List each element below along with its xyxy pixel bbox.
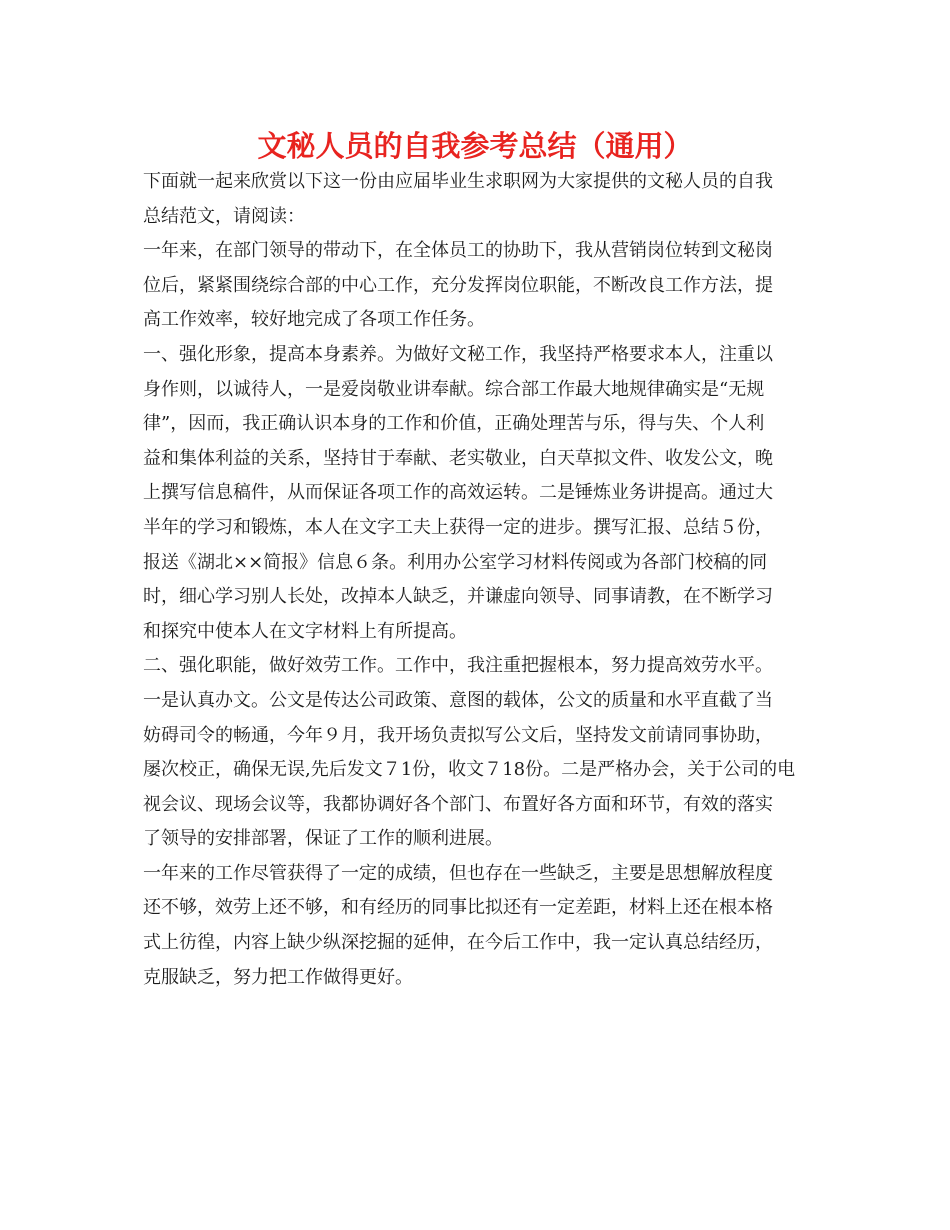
text-line: 屡次校正，确保无误,先后发文７1份，收文７18份。二是严格办会，关于公司的电	[143, 759, 796, 781]
text-line: 高工作效率，较好地完成了各项工作任务。	[143, 309, 485, 331]
text-line: 还不够，效劳上还不够，和有经历的同事比拟还有一定差距，材料上还在根本格	[143, 897, 773, 919]
text-line: 一年来的工作尽管获得了一定的成绩，但也存在一些缺乏，主要是思想解放程度	[143, 862, 773, 884]
text-line: 身作则，以诚待人，一是爱岗敬业讲奉献。综合部工作最大地规律确实是“无规	[143, 378, 765, 400]
text-line: 和探究中使本人在文字材料上有所提高。	[143, 620, 467, 642]
text-line: 妨碍司令的畅通，今年９月，我开场负责拟写公文后，坚持发文前请同事协助，	[143, 724, 773, 746]
document-title: 文秘人员的自我参考总结（通用）	[257, 129, 693, 163]
text-line: 下面就一起来欣赏以下这一份由应届毕业生求职网为大家提供的文秘人员的自我	[143, 171, 773, 192]
text-line: 二、强化职能，做好效劳工作。工作中，我注重把握根本，努力提高效劳水平。	[143, 655, 773, 677]
text-line: 一是认真办文。公文是传达公司政策、意图的载体，公文的质量和水平直截了当	[143, 689, 773, 711]
text-line: 总结范文，请阅读：	[143, 205, 305, 227]
document-body	[143, 165, 815, 995]
text-line: 报送《湖北××简报》信息６条。利用办公室学习材料传阅或为各部门校稿的同	[143, 551, 768, 573]
text-line: 时，细心学习别人长处，改掉本人缺乏，并谦虚向领导、同事请教，在不断学习	[143, 586, 773, 608]
text-line: 了领导的安排部署，保证了工作的顺利进展。	[143, 828, 503, 850]
text-line: 半年的学习和锻炼，本人在文字工夫上获得一定的进步。撰写汇报、总结５份，	[143, 516, 773, 538]
text-line: 式上彷徨，内容上缺少纵深挖掘的延伸，在今后工作中，我一定认真总结经历，	[143, 932, 773, 954]
text-line: 益和集体利益的关系，坚持甘于奉献、老实敬业，白天草拟文件、收发公文，晚	[143, 447, 773, 469]
text-line: 上撰写信息稿件，从而保证各项工作的高效运转。二是锤炼业务讲提高。通过大	[143, 482, 773, 504]
text-line: 视会议、现场会议等，我都协调好各个部门、布置好各方面和环节，有效的落实	[143, 793, 773, 815]
text-line: 律”，因而，我正确认识本身的工作和价值，正确处理苦与乐，得与失、个人利	[143, 413, 765, 435]
text-line: 克服缺乏，努力把工作做得更好。	[143, 966, 413, 988]
text-line: 一年来，在部门领导的带动下，在全体员工的协助下，我从营销岗位转到文秘岗	[143, 240, 773, 262]
text-line: 一、强化形象，提高本身素养。为做好文秘工作，我坚持严格要求本人，注重以	[143, 343, 773, 365]
text-line: 位后，紧紧围绕综合部的中心工作，充分发挥岗位职能，不断改良工作方法，提	[143, 274, 773, 296]
